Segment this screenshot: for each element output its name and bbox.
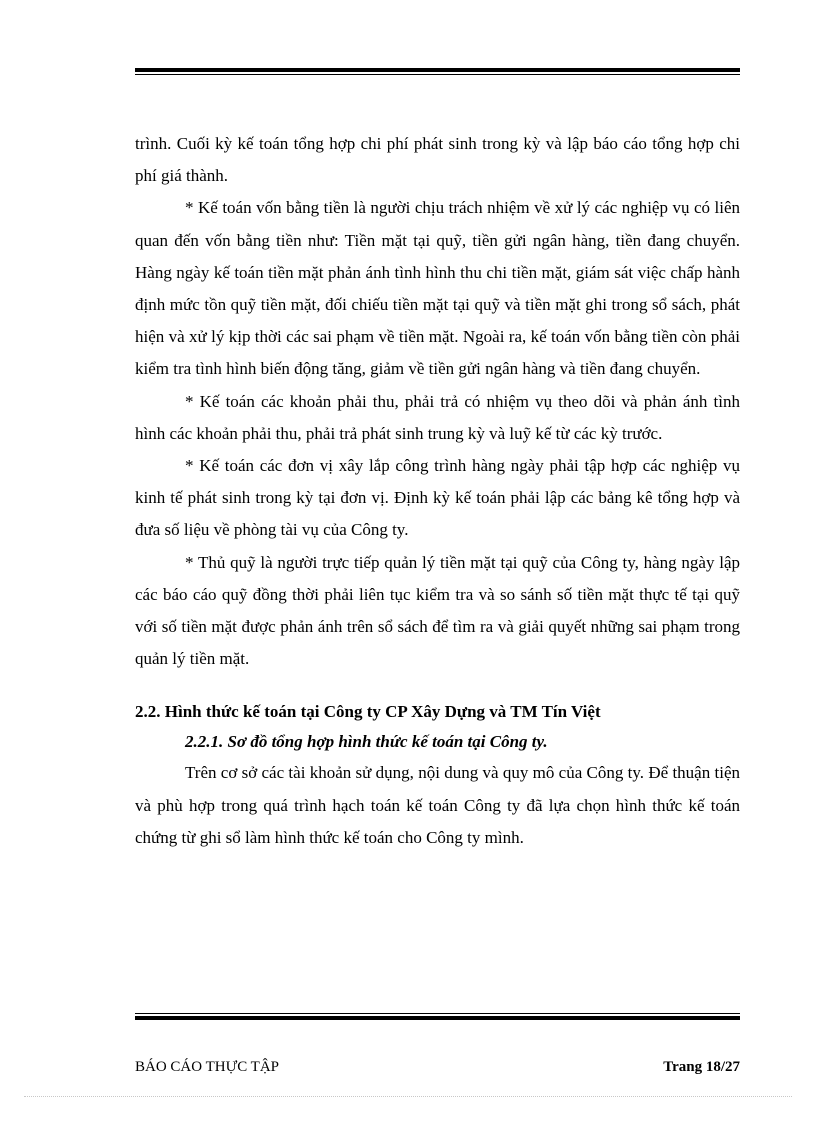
header-rule — [135, 68, 740, 75]
page-body — [135, 128, 740, 854]
paragraph: * Thủ quỹ là người trực tiếp quản lý tiền mặt tại quỹ của Công ty, hàng ngày lập các báo cáo quỹ đồng thời phải liên tục kiểm tra và so sánh số tiền mặt thực tế tại quỹ với số tiền mặt được phản ánh trên sổ sách để tìm ra và giải quyết những sai phạm trong quản lý tiền mặt. — [135, 552, 740, 669]
footer-page-number: Trang 18/27 — [663, 1059, 740, 1075]
footer-report-title: BÁO CÁO THỰC TẬP — [135, 1059, 280, 1075]
closing-paragraph: Trên cơ sở các tài khoản sử dụng, nội dung và quy mô của Công ty. Để thuận tiện và phù hợp trong quá trình hạch toán kế toán Công ty đã lựa chọn hình thức kế toán chứng từ ghi sổ làm hình thức kế toán cho Công ty mình. — [135, 763, 740, 847]
page-edge-divider — [24, 1096, 792, 1097]
paragraph: * Kế toán các khoản phải thu, phải trả có nhiệm vụ theo dõi và phản ánh tình hình các khoản phải thu, phải trả phát sinh trung kỳ và luỹ kế từ các kỳ trước. — [135, 391, 740, 443]
paragraph: * Kế toán các đơn vị xây lắp công trình hàng ngày phải tập hợp các nghiệp vụ kinh tế phát sinh trong kỳ tại đơn vị. Định kỳ kế toán phải lập các bảng kê tổng hợp và đưa số liệu về phòng tài vụ của Công ty. — [135, 456, 740, 540]
subsection-heading: 2.2.1. Sơ đồ tổng hợp hình thức kế toán tại Công ty. — [185, 732, 548, 752]
section-heading: 2.2. Hình thức kế toán tại Công ty CP Xây Dựng và TM Tín Việt — [135, 702, 601, 722]
paragraph: * Kế toán vốn bằng tiền là người chịu trách nhiệm về xử lý các nghiệp vụ có liên quan đến vốn bằng tiền như: Tiền mặt tại quỹ, tiền gửi ngân hàng, tiền đang chuyển. Hàng ngày kế toán tiền mặt phản ánh tình hình thu chi tiền mặt, giám sát việc chấp hành định mức tồn quỹ tiền mặt, đối chiếu tiền mặt tại quỹ và tiền mặt ghi trong sổ sách, phát hiện và xử lý kịp thời các sai phạm về tiền mặt. Ngoài ra, kế toán vốn bằng tiền còn phải kiểm tra tình hình biến động tăng, giảm về tiền gửi ngân hàng và tiền đang chuyển. — [135, 198, 740, 379]
paragraph: trình. Cuối kỳ kế toán tổng hợp chi phí phát sinh trong kỳ và lập báo cáo tổng hợp chi phí giá thành. — [135, 134, 740, 186]
footer-rule — [135, 1013, 740, 1020]
